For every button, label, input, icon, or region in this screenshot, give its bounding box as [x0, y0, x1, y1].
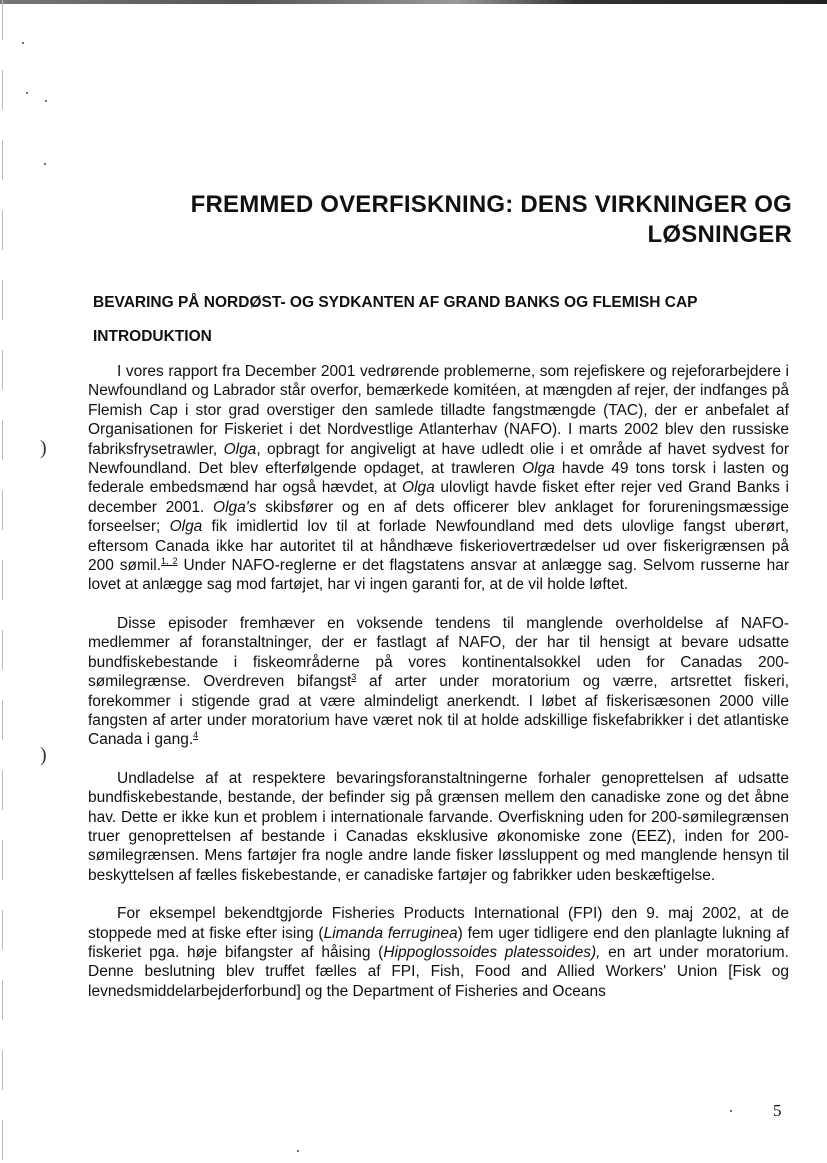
scan-edge-top: [0, 0, 827, 4]
p4-text-a: For eksempel bekendtgjorde Fisheries Products International (FPI) den 9. maj 2002, at de stoppede med at fiske efter ising (: [88, 905, 789, 942]
p1-text-c: havde 49 tons torsk i lasten og federale embedsmænd har også hævdet, at: [88, 460, 789, 497]
scan-mark-bracket: ): [40, 744, 47, 766]
footnote-ref[interactable]: 1, 2: [161, 555, 178, 566]
p4-text-b: ) fem uger tidligere end den planlagte lukning af fiskeriet pga. høje bifangster af håising (: [88, 924, 790, 961]
paragraph-2: [88, 614, 789, 750]
scan-edge-left: [2, 0, 3, 1163]
section-heading: INTRODUKTION: [93, 328, 212, 345]
species-name: Limanda ferruginea: [323, 924, 458, 942]
scan-speck: [22, 42, 24, 44]
scan-speck: [44, 163, 46, 165]
footnote-ref[interactable]: 3: [351, 671, 357, 682]
species-name: Hippoglossoides platessoides),: [383, 943, 601, 961]
vessel-name: Olga's: [213, 498, 257, 516]
title-line-2: LØSNINGER: [647, 221, 792, 248]
paragraph-1: [88, 362, 789, 595]
paragraph-3: Undladelse af at respektere bevaringsforanstaltningerne forhaler genoprettelsen af udsatte bundfiskebestande, bestande, der befinder sig på grænsen mellem den canadiske zone og det åbne hav. Dette er ikke kun et problem i internationale farvande. Overfiskning uden for 200-sømilegrænsen truer genoprettelsen af bestande i Canadas eksklusive økonomiske zone (EEZ), inden for 200-sømilegrænsen. Mens fartøjer fra nogle andre lande fisker løssluppent og med manglende hensyn til beskyttelsen af fælles fiskebestande, er canadiske fartøjer og fabrikker uden beskæftigelse.: [88, 769, 789, 884]
page-number: 5: [773, 1101, 782, 1120]
vessel-name: Olga: [522, 460, 555, 478]
scan-speck: [26, 92, 28, 94]
p1-text-d: ulovligt havde fisket efter rejer ved Grand Banks i december 2001.: [88, 479, 789, 516]
p1-text-f: fik imidlertid lov til at forlade Newfoundland med dets ulovlige fangst uberørt, eftersom Canada ikke har autoritet til at håndhæve fiskeriovertrædelser ud over fiskerigrænsen på 200 sømil.: [88, 518, 790, 575]
scan-speck: [730, 1110, 732, 1112]
vessel-name: Olga: [402, 479, 435, 497]
p1-text-g: Under NAFO-reglerne er det flagstatens ansvar at anlægge sag. Selvom russerne har lovet at anlægge sag mod fartøjet, har vi ingen garanti for, at de vil holde løftet.: [88, 557, 789, 594]
p4-text-c: en art under moratorium. Denne beslutning blev truffet fælles af FPI, Fish, Food and Allied Workers' Union [Fisk og levnedsmiddelarbejderforbund] og the Department of Fisheries and Oceans: [88, 943, 789, 1000]
scan-speck: [297, 1150, 299, 1152]
scan-mark-bracket: ): [40, 437, 47, 459]
scan-speck: [45, 100, 47, 102]
footnote-ref[interactable]: 4: [193, 730, 199, 741]
title-line-1: FREMMED OVERFISKNING: DENS VIRKNINGER OG: [190, 191, 792, 218]
body-text: [88, 362, 789, 1020]
vessel-name: Olga: [223, 440, 257, 458]
p2-text-a: Disse episoder fremhæver en voksende tendens til manglende overholdelse af NAFO-medlemmer af foranstaltninger, der er fastlagt af NAFO, der har til hensigt at bevare udsatte bundfiskebestande i fiskeområderne på vores kontinentalsokkel uden for Canadas 200-sømilegrænse. Overdreven bifangst: [88, 614, 789, 691]
vessel-name: Olga: [169, 518, 203, 536]
paragraph-4: [88, 904, 789, 1001]
p1-text-a: I vores rapport fra December 2001 vedrørende problemerne, som rejefiskere og rejeforarbejdere i Newfoundland og Labrador står overfor, bemærkede komitéen, at mængden af rejer, der indfanges på Flemish Cap i stor grad overstiger den samlede tilladte fangstmængde (TAC), der er anbefalet af Organisationen for Fiskeriet i det Nordvestlige Atlanterhav (NAFO). I marts 2002 blev den russiske fabriksfrysetrawler,: [88, 363, 789, 458]
subtitle: BEVARING PÅ NORDØST- OG SYDKANTEN AF GRAND BANKS OG FLEMISH CAP: [93, 294, 698, 311]
p1-text-e: skibsfører og en af dets officerer blev anklaget for forureningsmæssige forseelser;: [88, 498, 790, 536]
p1-text-b: , opbragt for angiveligt at have udledt olie i et område af havet sydvest for Newfoundland. Det blev efterfølgende opdaget, at trawleren: [88, 440, 789, 478]
page-title: [100, 190, 792, 250]
p2-text-b: af arter under moratorium og værre, artsrettet fiskeri, forekommer i stigende grad at være almindeligt anerkendt. I løbet af fiskerisæsonen 2000 ville fangsten af arter under moratorium have været nok til at holde adskillige fiskefabrikker i det atlantiske Canada i gang.: [88, 673, 790, 749]
